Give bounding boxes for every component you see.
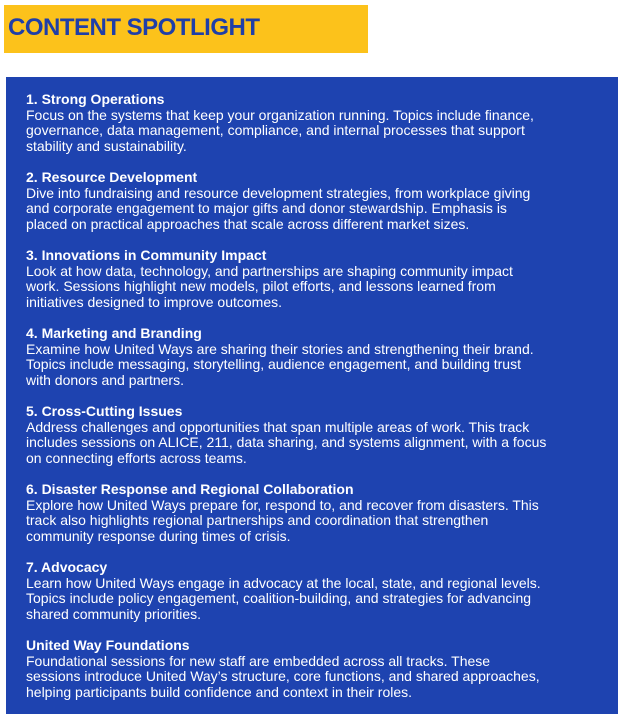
section-heading: United Way Foundations [26,637,190,653]
section-text-line: helping participants build confidence and context in their roles. [26,683,413,700]
section-text-line: includes sessions on ALICE, 211, data sharing, and systems alignment, with a focus [26,434,547,450]
section-heading: 3. Innovations in Community Impact [26,247,267,263]
section-text-line: work. Sessions highlight new models, pilot efforts, and lessons learned from [26,278,496,294]
content-panel [6,77,618,714]
section-resource-development [26,170,618,232]
section-text-line: shared community priorities. [26,605,202,622]
section-text-line: Focus on the systems that keep your organization running. Topics include finance, [26,106,534,123]
section-disaster-response [26,482,618,544]
section-text-line: with donors and partners. [26,371,184,388]
section-text-line: Learn how United Ways engage in advocacy at the local, state, and regional levels. [26,574,541,591]
section-text-line: Foundational sessions for new staff are embedded across all tracks. These [26,652,491,669]
section-advocacy [26,560,618,622]
section-innovations-community-impact [26,248,618,310]
section-heading: 4. Marketing and Branding [26,325,202,341]
section-text-line: placed on practical approaches that scale across different market sizes. [26,215,470,232]
section-text-line: track also highlights regional partnerships and coordination that strengthen [26,512,489,528]
section-text-line: Look at how data, technology, and partnerships are shaping community impact [26,262,513,279]
section-text-line: community response during times of crisis. [26,527,291,544]
section-text-line: Topics include policy engagement, coalition-building, and strategies for advancing [26,590,532,606]
section-strong-operations [26,92,618,154]
section-text-line: Dive into fundraising and resource development strategies, from workplace giving [26,184,531,201]
section-marketing-branding [26,326,618,388]
section-heading: 1. Strong Operations [26,91,165,107]
section-text-line: Explore how United Ways prepare for, respond to, and recover from disasters. This [26,496,539,513]
section-text-line: governance, data management, compliance, and internal processes that support [26,122,525,138]
section-text-line: Topics include messaging, storytelling, audience engagement, and building trust [26,356,521,372]
section-heading: 2. Resource Development [26,169,198,185]
page-title: CONTENT SPOTLIGHT [8,14,260,41]
section-text-line: initiatives designed to improve outcomes. [26,293,283,310]
section-heading: 6. Disaster Response and Regional Collaboration [26,481,354,497]
section-text-line: and corporate engagement to major gifts and donor stewardship. Emphasis is [26,200,507,216]
header-banner [4,5,368,53]
section-united-way-foundations [26,638,618,700]
section-text-line: Examine how United Ways are sharing their stories and strengthening their brand. [26,340,534,357]
section-text-line: stability and sustainability. [26,137,187,154]
section-heading: 7. Advocacy [26,559,108,575]
section-heading: 5. Cross-Cutting Issues [26,403,183,419]
section-cross-cutting-issues [26,404,618,466]
section-text-line: Address challenges and opportunities that span multiple areas of work. This track [26,418,530,435]
section-text-line: sessions introduce United Way’s structure, core functions, and shared approaches, [26,668,540,684]
section-text-line: on connecting efforts across teams. [26,449,247,466]
